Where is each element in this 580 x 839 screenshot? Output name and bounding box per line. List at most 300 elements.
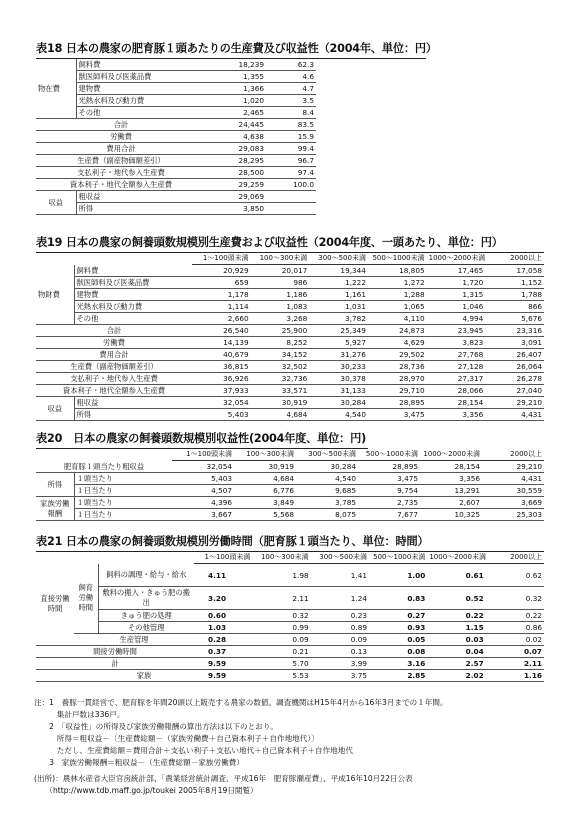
row-value: 1.98 xyxy=(252,564,310,587)
row-value: 3,475 xyxy=(358,473,420,485)
row-value: 5.53 xyxy=(252,670,310,682)
column-header: 500～1000未満 xyxy=(369,552,427,564)
column-header: 1000～2000未満 xyxy=(427,253,486,265)
row-value: 1,788 xyxy=(485,289,544,301)
row-value: 0.93 xyxy=(369,622,427,634)
table-row xyxy=(36,265,544,277)
row-percent: 99.4 xyxy=(266,143,316,155)
row-percent: 83.5 xyxy=(266,119,316,131)
table-row xyxy=(36,143,316,155)
table21-title: 表21 日本の農家の飼養頭数規模別労働時間（肥育豚１頭当たり、単位：時間） xyxy=(36,535,429,548)
row-value: 25,303 xyxy=(482,509,544,521)
table19-title: 表19 日本の農家の飼養頭数規模別生産費および収益性（2004年度、一頭あたり、単位：円） xyxy=(36,236,503,249)
column-header: 1～100頭未満 xyxy=(172,449,234,461)
row-percent: 97.4 xyxy=(266,167,316,179)
row-value: 3,268 xyxy=(251,313,310,325)
row-value: 30,233 xyxy=(309,361,368,373)
row-value: 1,186 xyxy=(251,289,310,301)
table-row xyxy=(36,564,544,587)
row-value: 1,046 xyxy=(427,301,486,313)
table-row xyxy=(36,191,316,203)
row-label: 労働費 xyxy=(36,131,206,143)
row-label: 光熱水料及び動力費 xyxy=(74,301,192,313)
table-row xyxy=(36,587,544,610)
row-value: 1,355 xyxy=(206,71,266,83)
row-label: 獣医師料及び医薬品費 xyxy=(74,277,192,289)
row-value: 18,239 xyxy=(206,59,266,71)
table19 xyxy=(36,234,544,421)
row-value: 4,396 xyxy=(172,497,234,509)
column-header: 1000～2000未満 xyxy=(420,449,482,461)
table-row xyxy=(36,59,316,71)
row-value: 0.32 xyxy=(486,587,544,610)
row-value: 3,475 xyxy=(368,409,427,421)
row-value: 30,378 xyxy=(309,373,368,385)
row-value: 1,272 xyxy=(368,277,427,289)
group-label: 所得 xyxy=(36,473,74,497)
row-label: 生産費（副産物価額差引） xyxy=(36,155,206,167)
table19-grid xyxy=(36,253,544,421)
row-value: 0.60 xyxy=(194,610,252,622)
row-value: 1,222 xyxy=(309,277,368,289)
row-value: 1,065 xyxy=(368,301,427,313)
row-label: 合計 xyxy=(36,119,206,131)
header-row xyxy=(36,253,544,265)
row-label: 労働費 xyxy=(36,337,192,349)
row-value: 986 xyxy=(251,277,310,289)
row-value: 3,667 xyxy=(172,509,234,521)
row-value: 24,445 xyxy=(206,119,266,131)
table-row xyxy=(36,349,544,361)
note-line: 3 家族労働報酬＝粗収益－（生産費総額－家族労働費） xyxy=(34,758,244,767)
row-value: 2,735 xyxy=(358,497,420,509)
row-value: 40,679 xyxy=(192,349,251,361)
row-value: 27,317 xyxy=(427,373,486,385)
row-value: 4,507 xyxy=(172,485,234,497)
row-value: 28,895 xyxy=(358,461,420,473)
row-value: 5,568 xyxy=(234,509,296,521)
table-row xyxy=(36,509,544,521)
row-value: 4,540 xyxy=(309,409,368,421)
income-label: 収益 xyxy=(36,191,76,215)
row-value: 10,325 xyxy=(420,509,482,521)
row-value: 1,161 xyxy=(309,289,368,301)
row-percent: 3.5 xyxy=(266,95,316,107)
table-row xyxy=(36,289,544,301)
row-value: 1.03 xyxy=(194,622,252,634)
row-value: 1,114 xyxy=(192,301,251,313)
row-value: 0.13 xyxy=(311,646,369,658)
table-row xyxy=(36,473,544,485)
row-percent: 15.9 xyxy=(266,131,316,143)
row-value: 30,284 xyxy=(296,461,358,473)
row-value: 0.05 xyxy=(369,634,427,646)
column-header: 300～500未満 xyxy=(309,253,368,265)
row-value: 27,040 xyxy=(485,385,544,397)
row-value: 0.04 xyxy=(427,646,485,658)
column-header: 300～500未満 xyxy=(311,552,369,564)
row-label: 建物費 xyxy=(76,83,206,95)
table-row xyxy=(36,409,544,421)
row-label: 費用合計 xyxy=(36,143,206,155)
table-row xyxy=(36,622,544,634)
column-header: 300～500未満 xyxy=(296,449,358,461)
row-percent: 100.0 xyxy=(266,179,316,191)
row-value: 0.03 xyxy=(427,634,485,646)
row-value: 30,919 xyxy=(234,461,296,473)
row-label: １日当たり xyxy=(74,509,172,521)
row-value: 9.59 xyxy=(194,658,252,670)
table-row xyxy=(36,385,544,397)
row-value: 4,431 xyxy=(482,473,544,485)
empty-cell xyxy=(266,191,316,203)
row-value: 0.07 xyxy=(486,646,544,658)
row-value: 28,066 xyxy=(427,385,486,397)
row-value: 36,926 xyxy=(192,373,251,385)
group-label: 家族労働報酬 xyxy=(36,497,74,521)
row-value: 5,403 xyxy=(172,473,234,485)
row-label: 光熱水料及び動力費 xyxy=(76,95,206,107)
row-value: 3,782 xyxy=(309,313,368,325)
row-value: 30,284 xyxy=(309,397,368,409)
row-label: 建物費 xyxy=(74,289,192,301)
table-row xyxy=(36,610,544,622)
row-value: 0.86 xyxy=(486,622,544,634)
row-value: 1,083 xyxy=(251,301,310,313)
row-value: 28,154 xyxy=(427,397,486,409)
row-label: 計 xyxy=(36,658,194,670)
row-value: 28,500 xyxy=(206,167,266,179)
row-label: 支払利子・地代参入生産費 xyxy=(36,167,206,179)
row-value: 3,785 xyxy=(296,497,358,509)
row-value: 29,210 xyxy=(485,397,544,409)
row-percent: 8.4 xyxy=(266,107,316,119)
row-value: 29,083 xyxy=(206,143,266,155)
row-value: 30,919 xyxy=(251,397,310,409)
row-label: 費用合計 xyxy=(36,349,192,361)
row-value: 32,502 xyxy=(251,361,310,373)
column-header: 100～300未満 xyxy=(252,552,310,564)
row-value: 5.70 xyxy=(252,658,310,670)
row-label: きゅう肥の処理 xyxy=(98,610,194,622)
row-value: 14,139 xyxy=(192,337,251,349)
row-value: 34,152 xyxy=(251,349,310,361)
row-value: 26,064 xyxy=(485,361,544,373)
note-line: (出所)：農林水産省大臣官房統計部、「農業経営統計調査、平成16年 肥育豚瀬産費」、平成16年10月22日公表 xyxy=(34,774,413,783)
row-label: 資本利子・地代全額参入生産費 xyxy=(36,385,192,397)
table-row xyxy=(36,167,316,179)
row-percent: 62.3 xyxy=(266,59,316,71)
row-value: 1.16 xyxy=(486,670,544,682)
row-value: 28,154 xyxy=(420,461,482,473)
table-row xyxy=(36,95,316,107)
row-value: 28,295 xyxy=(206,155,266,167)
row-value: 27,128 xyxy=(427,361,486,373)
note-line: 所得＝粗収益－〔生産費総額－（家族労働費＋自己資本利子＋自作地地代）〕 xyxy=(34,734,319,743)
row-label: 粗収益 xyxy=(76,191,206,203)
row-value: 2,607 xyxy=(420,497,482,509)
row-label: その他管理 xyxy=(98,622,194,634)
header-row xyxy=(36,449,544,461)
table-row xyxy=(36,155,316,167)
row-value: 4,431 xyxy=(485,409,544,421)
row-value: 0.99 xyxy=(252,622,310,634)
row-value: 0.22 xyxy=(486,610,544,622)
row-value: 29,069 xyxy=(206,191,266,203)
row-value: 1,315 xyxy=(427,289,486,301)
row-label: 生産管理 xyxy=(74,634,194,646)
row-percent: 96.7 xyxy=(266,155,316,167)
table-row xyxy=(36,461,544,473)
row-value: 4,684 xyxy=(251,409,310,421)
row-value: 27,768 xyxy=(427,349,486,361)
row-label: 資本利子・地代全額参入生産費 xyxy=(36,179,206,191)
column-header: 1～100頭未満 xyxy=(194,552,252,564)
column-header: 2000以上 xyxy=(486,552,544,564)
table-row xyxy=(36,646,544,658)
header-blank xyxy=(36,449,172,461)
table-row xyxy=(36,83,316,95)
row-value: 1,178 xyxy=(192,289,251,301)
row-label: １頭当たり xyxy=(74,497,172,509)
row-value: 0.23 xyxy=(311,610,369,622)
table-row xyxy=(36,313,544,325)
row-label: 支払利子・地代参入生産費 xyxy=(36,373,192,385)
row-value: 2.85 xyxy=(369,670,427,682)
table-row xyxy=(36,497,544,509)
row-value: 3,669 xyxy=(482,497,544,509)
row-value: 9,685 xyxy=(296,485,358,497)
table18-title: 表18 日本の農家の肥育豚１頭あたりの生産費及び収益性（2004年、単位：円） xyxy=(36,42,437,55)
row-label: その他 xyxy=(76,107,206,119)
table-row xyxy=(36,71,316,83)
row-value: 3,356 xyxy=(427,409,486,421)
row-value: 32,054 xyxy=(172,461,234,473)
row-value: 3,823 xyxy=(427,337,486,349)
row-value: 32,736 xyxy=(251,373,310,385)
row-label: 家族 xyxy=(36,670,194,682)
table-row xyxy=(36,119,316,131)
row-value: 3,850 xyxy=(206,203,266,215)
row-value: 4,994 xyxy=(427,313,486,325)
table-row xyxy=(36,670,544,682)
table18-grid xyxy=(36,59,316,215)
row-value: 1,020 xyxy=(206,95,266,107)
table-row xyxy=(36,373,544,385)
column-header: 500～1000未満 xyxy=(358,449,420,461)
note-line: 2 「収益性」の所得及び家族労働報酬の算出方法は以下のとおり。 xyxy=(34,722,279,731)
row-value: 1,366 xyxy=(206,83,266,95)
header-blank xyxy=(36,253,192,265)
row-label: 粗収益 xyxy=(74,397,192,409)
row-value: 13,291 xyxy=(420,485,482,497)
note-line: 注：1 養豚一貫経営で、肥育豚を年間20頭以上販売する農家の数値。調査機関はH15年4月から16年3月までの１年間。 xyxy=(34,698,448,707)
column-header: 1～100頭未満 xyxy=(192,253,251,265)
table-row xyxy=(36,634,544,646)
row-value: 2.57 xyxy=(427,658,485,670)
table-row xyxy=(36,179,316,191)
row-value: 20,929 xyxy=(192,265,251,277)
row-value: 4,110 xyxy=(368,313,427,325)
table21 xyxy=(36,533,544,682)
table20-grid xyxy=(36,449,544,521)
row-value: 3.99 xyxy=(311,658,369,670)
income-label: 収益 xyxy=(36,397,74,421)
row-value: 17,465 xyxy=(427,265,486,277)
row-value: 29,210 xyxy=(482,461,544,473)
row-value: 23,316 xyxy=(485,325,544,337)
table18-body xyxy=(36,59,316,215)
row-value: 0.28 xyxy=(194,634,252,646)
note-line: ただし、生産費総額＝費用合計＋支払い利子＋支払い地代＋自己資本利子＋自作地地代 xyxy=(34,746,353,755)
row-value: 2.11 xyxy=(486,658,544,670)
row-value: 6,776 xyxy=(234,485,296,497)
table-row xyxy=(36,658,544,670)
table-row xyxy=(36,397,544,409)
table-row xyxy=(36,203,316,215)
row-value: 33,571 xyxy=(251,385,310,397)
row-value: 3,091 xyxy=(485,337,544,349)
row-value: 1.00 xyxy=(369,564,427,587)
row-value: 7,677 xyxy=(358,509,420,521)
row-value: 2.02 xyxy=(427,670,485,682)
row-label: 飼料費 xyxy=(74,265,192,277)
row-value: 17,058 xyxy=(485,265,544,277)
row-value: 1.41 xyxy=(311,564,369,587)
row-value: 4.11 xyxy=(194,564,252,587)
row-value: 29,259 xyxy=(206,179,266,191)
row-label: 飼料費 xyxy=(76,59,206,71)
row-label: １頭当たり xyxy=(74,473,172,485)
group-label: 直接労働時間 xyxy=(36,564,74,646)
group-label: 物財費 xyxy=(36,265,74,325)
row-label: 飼料の調理・給与・給水 xyxy=(98,564,194,587)
note-line: 集計戸数は336戸。 xyxy=(34,710,125,719)
row-label: 肥育豚１頭当たり粗収益 xyxy=(36,461,172,473)
row-value: 0.21 xyxy=(252,646,310,658)
row-value: 28,970 xyxy=(368,373,427,385)
row-value: 26,278 xyxy=(485,373,544,385)
row-value: 0.09 xyxy=(252,634,310,646)
row-value: 0.61 xyxy=(427,564,485,587)
row-value: 20,017 xyxy=(251,265,310,277)
table-row xyxy=(36,107,316,119)
header-blank xyxy=(36,552,194,564)
column-header: 2000以上 xyxy=(482,449,544,461)
row-value: 9,754 xyxy=(358,485,420,497)
row-value: 18,805 xyxy=(368,265,427,277)
row-value: 1,288 xyxy=(368,289,427,301)
row-value: 23,945 xyxy=(427,325,486,337)
row-value: 29,502 xyxy=(368,349,427,361)
row-value: 0.08 xyxy=(369,646,427,658)
row-value: 24,873 xyxy=(368,325,427,337)
row-label: 所得 xyxy=(74,409,192,421)
row-value: 3,356 xyxy=(420,473,482,485)
row-value: 8,252 xyxy=(251,337,310,349)
row-value: 0.27 xyxy=(369,610,427,622)
row-label: その他 xyxy=(74,313,192,325)
group-label: 物在費 xyxy=(36,59,76,119)
row-value: 3.20 xyxy=(194,587,252,610)
row-value: 659 xyxy=(192,277,251,289)
row-value: 1,152 xyxy=(485,277,544,289)
row-value: 2,660 xyxy=(192,313,251,325)
row-value: 3.16 xyxy=(369,658,427,670)
note-line: （http://www.tdb.maff.go.jp/toukei 2005年8月19日閲覧） xyxy=(34,786,258,795)
table-row xyxy=(36,361,544,373)
column-header: 2000以上 xyxy=(485,253,544,265)
header-row xyxy=(36,552,544,564)
row-value: 26,407 xyxy=(485,349,544,361)
row-value: 8,075 xyxy=(296,509,358,521)
table-row xyxy=(36,301,544,313)
row-value: 37,933 xyxy=(192,385,251,397)
table-row xyxy=(36,485,544,497)
row-value: 0.52 xyxy=(427,587,485,610)
column-header: 100～300未満 xyxy=(234,449,296,461)
row-value: 36,815 xyxy=(192,361,251,373)
row-value: 29,710 xyxy=(368,385,427,397)
row-value: 1,031 xyxy=(309,301,368,313)
table-row xyxy=(36,131,316,143)
row-value: 0.22 xyxy=(427,610,485,622)
row-value: 3,849 xyxy=(234,497,296,509)
row-value: 25,349 xyxy=(309,325,368,337)
row-value: 1.15 xyxy=(427,622,485,634)
row-value: 32,054 xyxy=(192,397,251,409)
row-value: 28,895 xyxy=(368,397,427,409)
row-value: 5,927 xyxy=(309,337,368,349)
row-value: 4,540 xyxy=(296,473,358,485)
subgroup-label: 飼育労働時間 xyxy=(74,564,98,634)
table18 xyxy=(36,40,544,215)
table20 xyxy=(36,430,544,521)
row-value: 0.09 xyxy=(311,634,369,646)
row-value: 2,465 xyxy=(206,107,266,119)
empty-cell xyxy=(266,203,316,215)
row-value: 4,638 xyxy=(206,131,266,143)
table-row xyxy=(36,277,544,289)
row-percent: 4.7 xyxy=(266,83,316,95)
row-value: 2.11 xyxy=(252,587,310,610)
row-label: １日当たり xyxy=(74,485,172,497)
row-label: 生産費（副産物価額差引） xyxy=(36,361,192,373)
column-header: 1000～2000未満 xyxy=(427,552,485,564)
row-value: 31,133 xyxy=(309,385,368,397)
row-value: 28,736 xyxy=(368,361,427,373)
row-label: 所得 xyxy=(76,203,206,215)
row-value: 1,720 xyxy=(427,277,486,289)
row-label: 合計 xyxy=(36,325,192,337)
notes xyxy=(34,697,554,797)
column-header: 500～1000未満 xyxy=(368,253,427,265)
row-value: 9.59 xyxy=(194,670,252,682)
column-header: 100～300未満 xyxy=(251,253,310,265)
row-value: 866 xyxy=(485,301,544,313)
row-value: 1.24 xyxy=(311,587,369,610)
row-value: 0.02 xyxy=(486,634,544,646)
table-row xyxy=(36,337,544,349)
row-value: 0.62 xyxy=(486,564,544,587)
table20-title: 表20 日本の農家の飼養頭数規模別収益性(2004年度、単位：円) xyxy=(36,432,367,445)
row-label: 敷料の搬入・きゅう肥の搬出 xyxy=(98,587,194,610)
row-value: 0.37 xyxy=(194,646,252,658)
table21-grid xyxy=(36,552,544,682)
row-value: 0.83 xyxy=(369,587,427,610)
row-value: 0.89 xyxy=(311,622,369,634)
table-row xyxy=(36,325,544,337)
